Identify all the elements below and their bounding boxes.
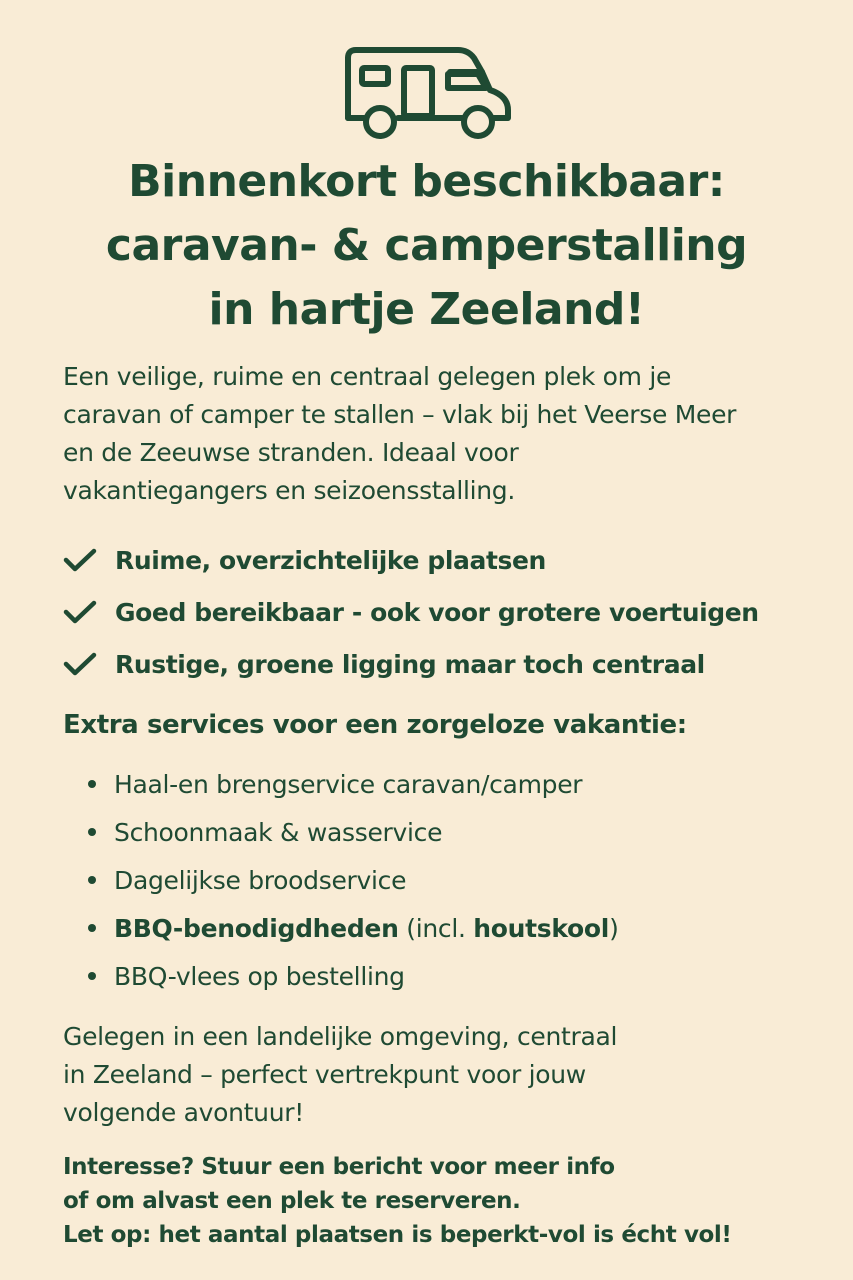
checkmark-icon <box>63 547 97 573</box>
call-to-action <box>63 1150 732 1252</box>
service-text-normal: ) <box>609 913 619 943</box>
page-title <box>0 150 853 342</box>
service-item <box>88 808 619 856</box>
service-text: BBQ-vlees op bestelling <box>114 961 405 991</box>
service-text <box>114 914 619 943</box>
location-line: in Zeeland – perfect vertrekpunt voor jouw <box>63 1060 586 1089</box>
service-text-bold: houtskool <box>473 913 610 943</box>
feature-text: Ruime, overzichtelijke plaatsen <box>115 545 546 575</box>
service-text: Haal-en brengservice caravan/camper <box>114 769 583 799</box>
bullet-icon <box>88 972 96 980</box>
service-item <box>88 952 619 1000</box>
title-line: in hartje Zeeland! <box>208 284 645 335</box>
checkmark-icon <box>63 651 97 677</box>
intro-line: caravan of camper te stallen – vlak bij het Veerse Meer <box>63 400 737 429</box>
feature-text: Goed bereikbaar - ook voor grotere voertuigen <box>115 597 759 627</box>
service-text: Schoonmaak & wasservice <box>114 817 443 847</box>
services-heading: Extra services voor een zorgeloze vakantie: <box>63 710 687 740</box>
intro-line: Een veilige, ruime en centraal gelegen plek om je <box>63 362 672 391</box>
service-text-normal: (incl. <box>398 913 474 943</box>
service-text-bold: BBQ-benodigdheden <box>114 913 399 943</box>
checkmark-icon <box>63 599 97 625</box>
bullet-icon <box>88 924 96 932</box>
cta-line: Interesse? Stuur een bericht voor meer info <box>63 1154 615 1180</box>
title-line: caravan- & camperstalling <box>105 220 748 271</box>
feature-list <box>63 534 759 690</box>
feature-item <box>63 638 759 690</box>
service-text: Dagelijkse broodservice <box>114 865 407 895</box>
cta-line: Let op: het aantal plaatsen is beperkt-vol is écht vol! <box>63 1222 732 1248</box>
intro-line: en de Zeeuwse stranden. Ideaal voor <box>63 438 519 467</box>
intro-paragraph <box>63 358 833 510</box>
cta-line: of om alvast een plek te reserveren. <box>63 1188 521 1214</box>
camper-van-icon <box>340 44 514 140</box>
service-item <box>88 760 619 808</box>
service-item <box>88 856 619 904</box>
location-line: Gelegen in een landelijke omgeving, centraal <box>63 1022 618 1051</box>
bullet-icon <box>88 780 96 788</box>
services-list <box>88 760 619 1000</box>
bullet-icon <box>88 828 96 836</box>
intro-line: vakantiegangers en seizoensstalling. <box>63 476 516 505</box>
location-paragraph <box>63 1018 617 1132</box>
feature-item <box>63 534 759 586</box>
location-line: volgende avontuur! <box>63 1098 304 1127</box>
feature-text: Rustige, groene ligging maar toch centraal <box>115 649 705 679</box>
feature-item <box>63 586 759 638</box>
title-line: Binnenkort beschikbaar: <box>128 156 725 207</box>
service-item <box>88 904 619 952</box>
bullet-icon <box>88 876 96 884</box>
